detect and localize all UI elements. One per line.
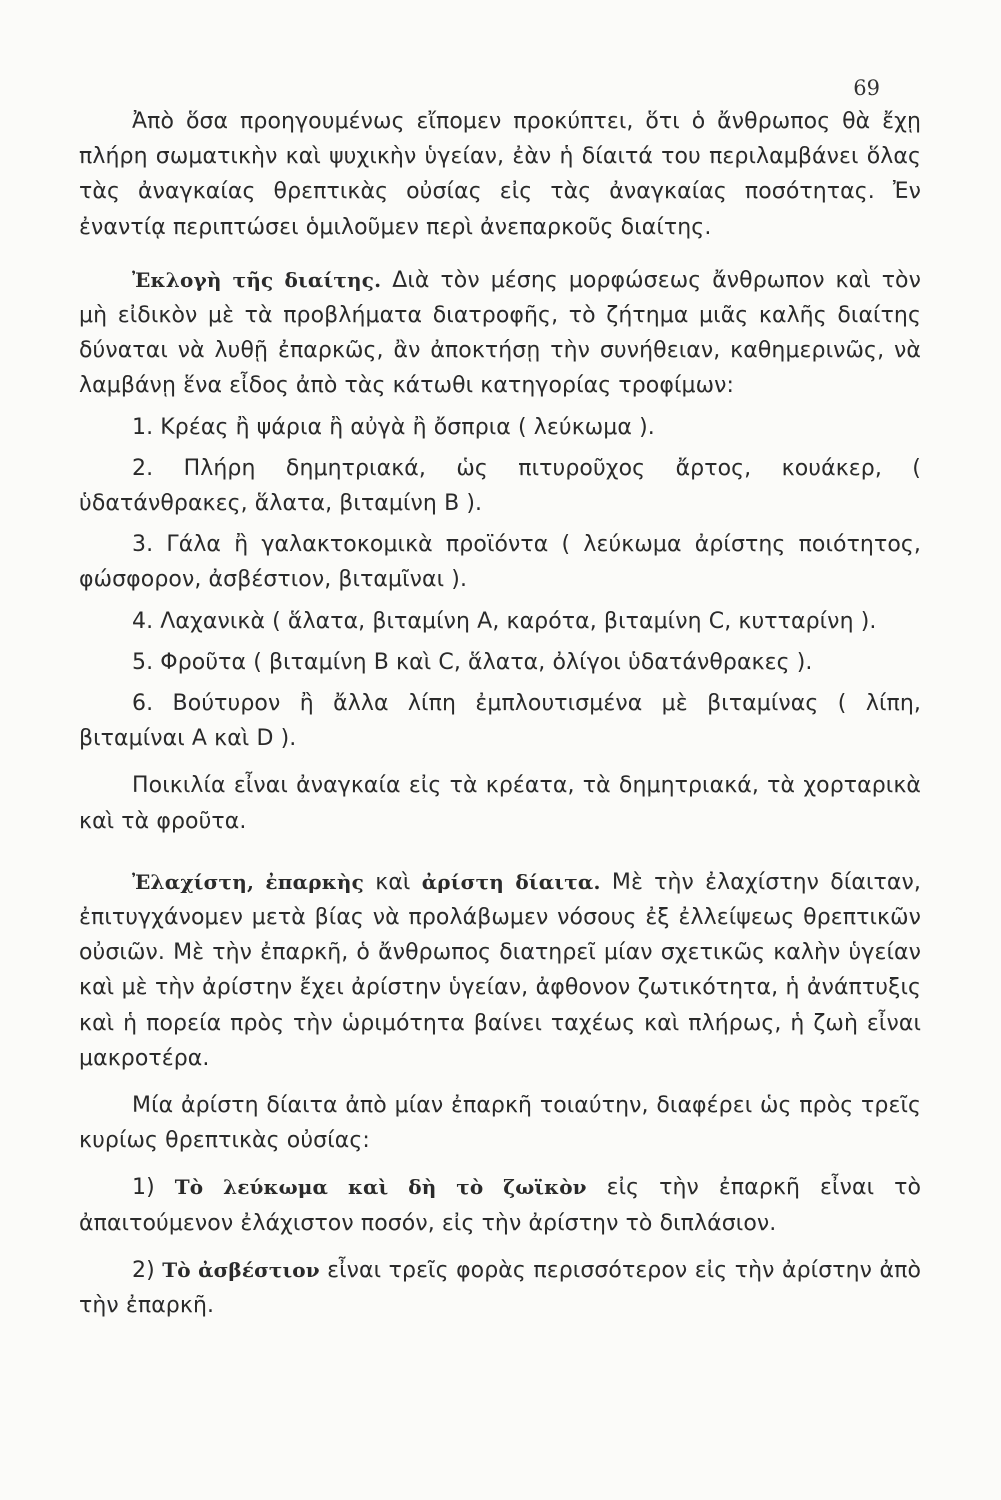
variety-paragraph: Ποικιλία εἶναι ἀναγκαία εἰς τὰ κρέατα, τὰ δημητριακά, τὰ χορταρικὰ καὶ τὰ φροῦτα. [79, 773, 921, 834]
diet-selection-text: Διὰ τὸν μέσης μορφώσεως ἄνθρωπον καὶ τὸν μὴ εἰδικὸν μὲ τὰ προβλήματα διατροφῆς, τὸ ζήτημα μιᾶς καλῆς διαίτης δύναται νὰ λυθῇ ἐπαρκῶς, ἂν ἀποκτήσῃ τὴν συνήθειαν, καθημερινῶς, νὰ λαμβάνῃ ἕνα εἶδος ἀπὸ τὰς κάτωθι κατηγορίας τροφίμων: [79, 267, 922, 399]
diet-levels-heading-a: Ἐλαχίστη, ἐπαρκὴς [132, 869, 365, 894]
protein-point-number: 1) [132, 1175, 175, 1201]
optimal-diet-paragraph: Μία ἀρίστη δίαιτα ἀπὸ μίαν ἐπαρκῆ τοιαύτην, διαφέρει ὡς πρὸς τρεῖς κυρίως θρεπτικὰς οὐσίας: [79, 1093, 921, 1154]
calcium-point [79, 1253, 921, 1323]
diet-levels-text: Μὲ τὴν ἐλαχίστην δίαιταν, ἐπιτυγχάνομεν μετὰ βίας νὰ προλάβωμεν νόσους ἐξ ἐλλείψεως θρεπτικῶν οὐσιῶν. Μὲ τὴν ἐπαρκῆ, ὁ ἄνθρωπος διατηρεῖ μίαν σχετικῶς καλὴν ὑγείαν καὶ μὲ τὴν ἀρίστην ἔχει ἀρίστην ὑγείαν, ἀφθονον ζωτικότητα, ἡ ἀνάπτυξις καὶ ἡ πορεία πρὸς τὴν ὡριμότητα βαίνει ταχέως καὶ πλήρως, ἡ ζωὴ εἶναι μακροτέρα. [79, 869, 921, 1071]
list-item-3: 3. Γάλα ἢ γαλακτοκομικὰ προϊόντα ( λεύκωμα ἀρίστης ποιότητος, φώσφορον, ἀσβέστιον, βιταμῖναι ). [79, 532, 921, 593]
protein-point-text: εἰς τὴν ἐπαρκῆ εἶναι τὸ ἀπαιτούμενον ἐλάχιστον ποσόν, εἰς τὴν ἀρίστην τὸ διπλάσιον. [79, 1175, 922, 1236]
page-body [79, 104, 921, 1323]
diet-levels-paragraph [79, 865, 921, 1076]
diet-selection-heading: Ἐκλογὴ τῆς διαίτης. [132, 267, 382, 292]
list-item-4: 4. Λαχανικὰ ( ἅλατα, βιταμίνη Α, καρότα, βιταμίνη C, κυτταρίνη ). [132, 608, 877, 634]
list-item-1: 1. Κρέας ἢ ψάρια ἢ αὐγὰ ἢ ὄσπρια ( λεύκωμα ). [132, 414, 655, 440]
diet-selection-paragraph [79, 263, 921, 404]
protein-point [79, 1170, 921, 1240]
list-item-5: 5. Φροῦτα ( βιταμίνη Β καὶ C, ἅλατα, ὀλίγοι ὑδατάνθρακες ). [132, 649, 813, 675]
intro-paragraph: Ἀπὸ ὅσα προηγουμένως εἴπομεν προκύπτει, ὅτι ὁ ἄνθρωπος θὰ ἔχῃ πλήρη σωματικὴν καὶ ψυχικὴν ὑγείαν, ἐὰν ἡ δίαιτά του περιλαμβάνει ὅλας τὰς ἀναγκαίας θρεπτικὰς οὐσίας εἰς τὰς ἀναγκαίας ποσότητας. Ἐν ἐναντίᾳ περιπτώσει ὁμιλοῦμεν περὶ ἀνεπαρκοῦς διαίτης. [79, 109, 921, 240]
list-item-6: 6. Βούτυρον ἢ ἄλλα λίπη ἐμπλουτισμένα μὲ βιταμίνας ( λίπη, βιταμίναι Α καὶ D ). [79, 691, 921, 752]
calcium-point-number: 2) [132, 1257, 163, 1283]
list-item-2: 2. Πλήρη δημητριακά, ὡς πιτυροῦχος ἄρτος, κουάκερ, ( ὑδατάνθρακες, ἅλατα, βιταμίνη Β ). [79, 455, 921, 517]
diet-levels-and: καὶ [364, 869, 422, 895]
diet-levels-heading-b: ἀρίστη δίαιτα. [421, 869, 601, 894]
calcium-point-term: Τὸ ἀσβέστιον [162, 1257, 320, 1282]
calcium-point-text: εἶναι τρεῖς φορὰς περισσότερον εἰς τὴν ἀρίστην ἀπὸ τὴν ἐπαρκῆ. [79, 1257, 922, 1319]
page-number: 69 [853, 76, 880, 100]
protein-point-term: Τὸ λεύκωμα καὶ δὴ τὸ ζωϊκὸν [174, 1175, 587, 1200]
